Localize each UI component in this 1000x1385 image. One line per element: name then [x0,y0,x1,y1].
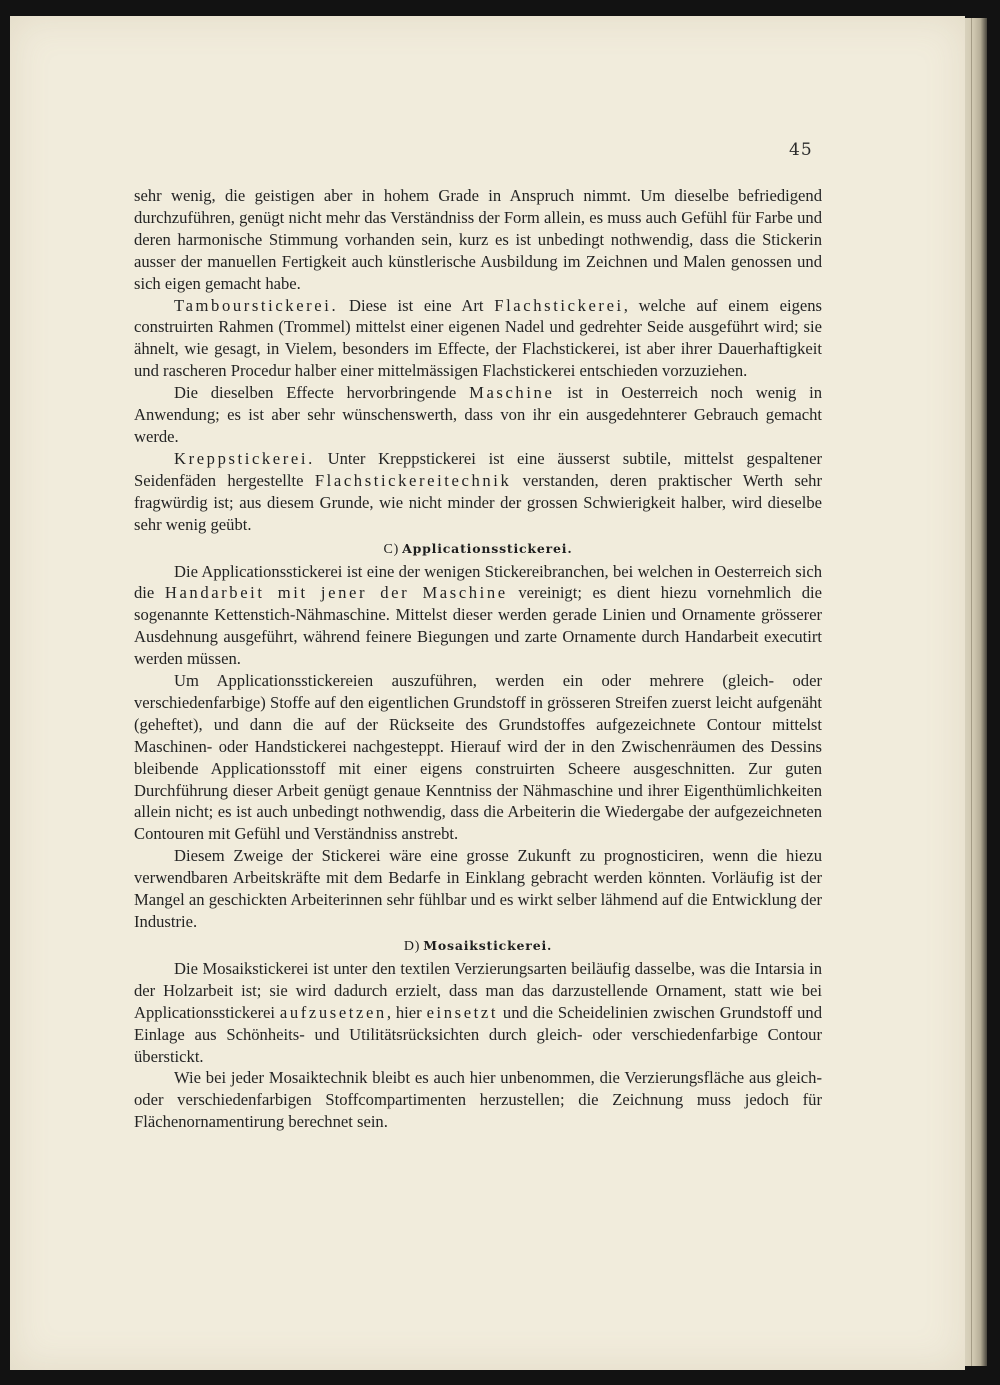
book-page-edge [965,18,987,1366]
paragraph-continuation: sehr wenig, die geistigen aber in hohem Grade in Anspruch nimmt. Um dieselbe befriedigend durchzuführen, genügt nicht mehr das Verständniss der Form allein, es muss auch Gefühl für Farbe und deren harmonische Stimmung vorhanden sein, kurz es ist unbedingt nothwendig, dass die Stickerin ausser der manuellen Fertigkeit auch künstlerische Ausbildung im Zeichnen und Malen genossen und sich eigen gemacht habe. [134,186,822,293]
term-flachstickereitechnik: Flachstickereitechnik [314,470,512,490]
section-title-d: Mosaikstickerei. [423,937,553,953]
page-number: 45 [789,140,813,160]
page-text [134,185,822,1133]
section-title-c: Applicationsstickerei. [402,540,573,556]
paragraph-tambourstickerei: Tambourstickerei. Diese ist eine Art Flachstickerei, welche auf einem eigens construirten Rahmen (Trommel) mittelst einer eigenen Nadel und gedrehter Seide ausgeführt wird; sie ähnelt, wie gesagt, in Vielem, besonders im Effecte, der Flachstickerei, ist aber ihrer Dauerhaftigkeit und rascheren Procedur halber einer mittelmässigen Flachstickerei entschieden vorzuziehen. [134,295,822,381]
section-heading-c [134,541,822,558]
paragraph-maschine: Die dieselben Effecte hervorbringende Maschine ist in Oesterreich noch wenig in Anwendung; es ist aber sehr wünschenswerth, dass von ihr ein ausgedehnterer Gebrauch gemacht werde. [134,383,822,446]
term-maschine: Maschine [469,383,555,403]
section-heading-d [134,938,822,955]
section-letter-d: D) [403,938,421,954]
term-einsetzt: einsetzt [426,1002,499,1022]
paragraph-applications-intro: Die Applicationsstickerei ist eine der wenigen Stickereibranchen, bei welchen in Oesterreich sich die Handarbeit mit jener der Maschine vereinigt; es dient hiezu vornehmlich die sogenannte Kettenstich-Nähmaschine. Mittelst dieser werden gerade Linien und Ornamente grösserer Ausdehnung ausgeführt, während feinere Biegungen und zarte Ornamente durch Handarbeit executirt werden müssen. [134,561,822,669]
paragraph-applications-future: Diesem Zweige der Stickerei wäre eine grosse Zukunft zu prognosticiren, wenn die hiezu verwendbaren Arbeitskräfte mit dem Bedarfe in Einklang gebracht werden könnten. Vorläufig ist der Mangel an geschickten Arbeiterinnen sehr fühlbar und es wirkt selber lähmend auf die Entwicklung der Industrie. [134,846,822,931]
paragraph-mosaik-intro: Die Mosaikstickerei ist unter den textilen Verzierungsarten beiläufig dasselbe, was die Intarsia in der Holzarbeit ist; sie wird dadurch erzielt, dass man das darzustellende Ornament, statt wie bei Applicationsstickerei aufzusetzen, hier einsetzt und die Scheidelinien zwischen Grundstoff und Einlage aus Schönheits- und Utilitätsrücksichten durch gleich- oder verschiedenfarbige Contour überstickt. [134,958,823,1066]
term-handarbeit-maschine: Handarbeit mit jener der Maschine [164,583,508,603]
paragraph-kreppstickerei: Kreppstickerei. Unter Kreppstickerei ist eine äusserst subtile, mittelst gespaltener Seidenfäden hergestellte Flachstickereitechnik verstanden, deren praktischer Werth sehr fragwürdig ist; aus diesem Grunde, wie nicht minder der grossen Schwierigkeit halber, wird dieselbe sehr wenig geübt. [134,448,822,534]
term-tambourstickerei: Tambourstickerei. [174,295,339,315]
paragraph-mosaik-technik: Wie bei jeder Mosaiktechnik bleibt es auch hier unbenommen, die Verzierungsfläche aus gleich- oder verschiedenfarbigen Stoffcompartimenten herzustellen; die Zeichnung muss jedoch für Flächenornamentirung berechnet sein. [134,1068,822,1132]
paragraph-applications-process: Um Applicationsstickereien auszuführen, werden ein oder mehrere (gleich- oder verschiedenfarbige) Stoffe auf den eigentlichen Grundstoff in grösseren Streifen zuerst leicht aufgenäht (geheftet), und dann die auf der Rückseite des Grundstoffes aufgezeichnete Contour mittelst Maschinen- oder Handstickerei nachgesteppt. Hierauf wird der in den Zwischenräumen des Dessins bleibende Applicationsstoff mit einer eigens construirten Scheere ausgeschnitten. Zur guten Durchführung dieser Arbeit genügt genaue Kenntniss der Nähmaschine und ihrer Eigenthümlichkeiten allein nicht; es ist auch unbedingt nothwendig, dass die Arbeiterin die Wiedergabe der aufgezeichneten Contouren mit Gefühl und Verständniss anstrebt. [134,671,822,844]
term-aufzusetzen: aufzusetzen [279,1002,387,1022]
section-letter-c: C) [383,541,400,557]
term-kreppstickerei: Kreppstickerei. [174,448,315,468]
term-flachstickerei: Flachstickerei [494,295,624,315]
